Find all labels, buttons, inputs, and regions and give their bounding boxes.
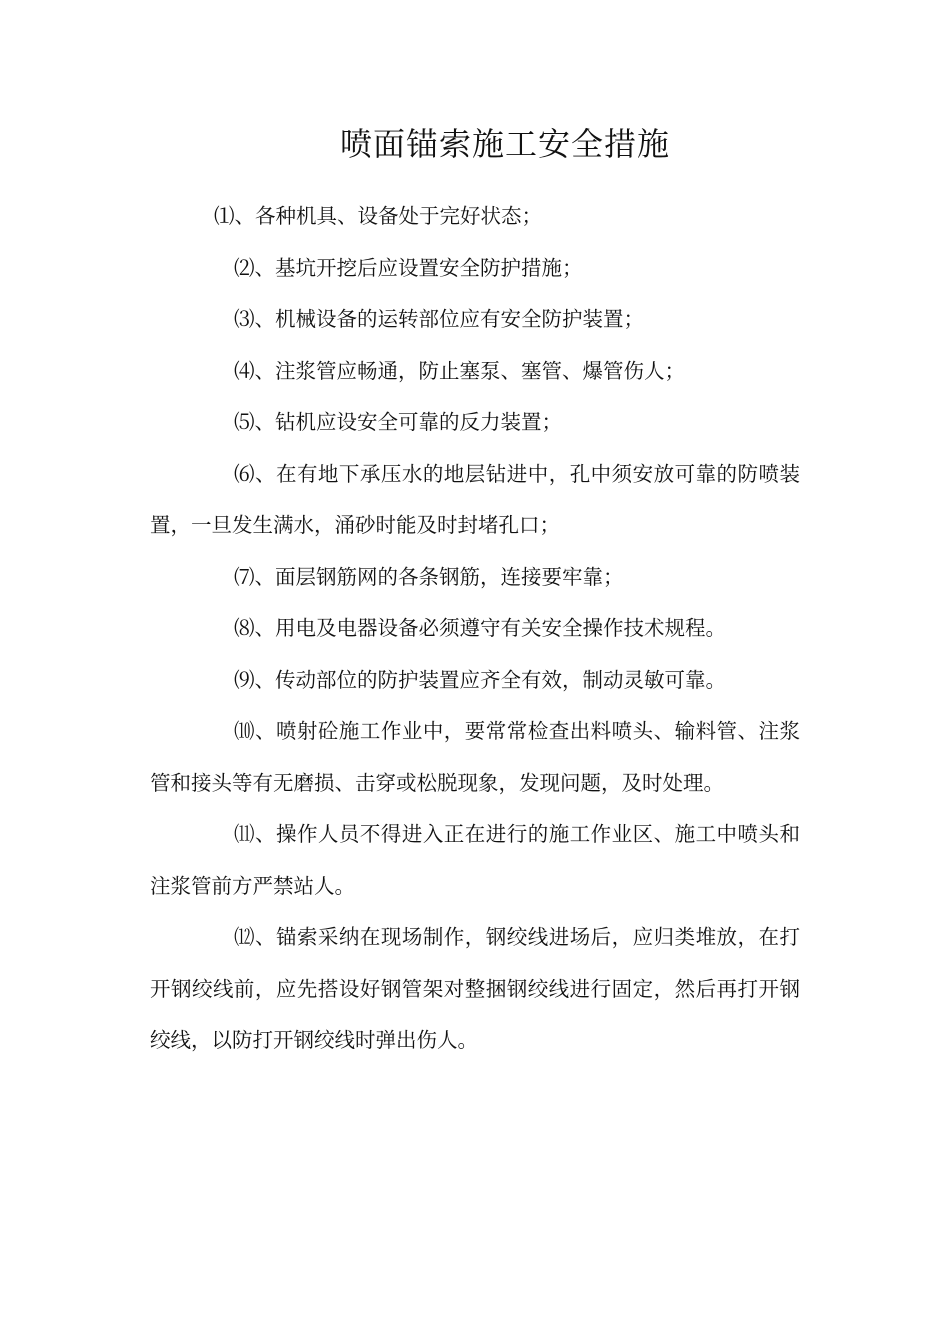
safety-item-8: ⑻、用电及电器设备必须遵守有关安全操作技术规程。 [234,616,726,640]
safety-item-5: ⑸、钻机应设安全可靠的反力装置； [234,410,562,434]
safety-item-12: ⑿、锚索采纳在现场制作，钢绞线进场后，应归类堆放，在打开钢绞线前，应先搭设好钢管架对整捆钢绞线进行固定，然后再打开钢绞线，以防打开钢绞线时弹出伤人。 [150,925,800,1052]
safety-item-2: ⑵、基坑开挖后应设置安全防护措施； [234,255,583,280]
document-title: 喷面锚索施工安全措施 [339,125,670,163]
safety-item-9: ⑼、传动部位的防护装置应齐全有效，制动灵敏可靠。 [234,667,726,692]
document-body [150,191,800,1067]
safety-item-7: ⑺、面层钢筋网的各条钢筋，连接要牢靠； [234,564,624,589]
safety-item-6: ⑹、在有地下承压水的地层钻进中，孔中须安放可靠的防喷装置，一旦发生满水，涌砂时能及时封堵孔口； [150,461,800,537]
safety-item-3: ⑶、机械设备的运转部位应有安全防护装置； [234,307,644,331]
safety-item-11: ⑾、操作人员不得进入正在进行的施工作业区、施工中喷头和注浆管前方严禁站人。 [150,822,800,898]
safety-item-10: ⑽、喷射砼施工作业中，要常常检查出料喷头、输料管、注浆管和接头等有无磨损、击穿或松脱现象，发现问题，及时处理。 [150,719,800,795]
safety-item-1: ⑴、各种机具、设备处于完好状态； [214,204,542,228]
safety-item-4: ⑷、注浆管应畅通，防止塞泵、塞管、爆管伤人； [234,358,685,383]
